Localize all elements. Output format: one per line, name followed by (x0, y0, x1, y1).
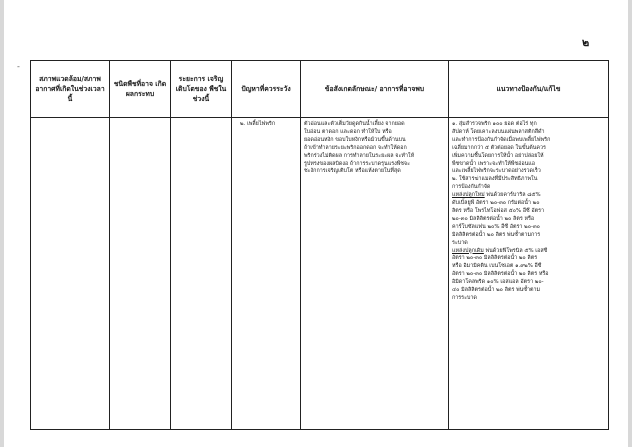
prevention-line: เฉลี่ยมากกว่า ๕ ตัวต่อยอด ในขั้นต้นควร (452, 144, 546, 151)
prevention-line: การป้องกันกำจัด (452, 184, 491, 191)
symptom-line: พริกร่วงไม่ติดผล การทำลายในระยะผล จะทำให้ (304, 152, 415, 159)
header-prevention: แนวทางป้องกัน/แก้ไข (449, 61, 609, 118)
cell-prevention (449, 118, 609, 430)
new-area-first-line: พ่นด้วยคาร์บาริล ๘๕% (484, 192, 541, 199)
prevention-line: หรือ อิมามิคติน เบนโซเอต ๑.๙๒% อีซี (452, 263, 542, 270)
prevention-line: พืชขาดน้ำ เพราะจะทำให้พืชอ่อนแอ (452, 160, 535, 167)
header-environment: สภาพแวดล้อม/สภาพ อากาศที่เกิดในช่วงเวลานี้ (31, 61, 110, 118)
symptom-line: ยอดอ่อนหงิก ขอบใบหงิกหรือม้วนขึ้นด้านบน (304, 136, 406, 143)
prevention-line: สัปดาห์ โดยเคาะลงบนแผ่นพลาสติกสีดำ (452, 128, 545, 135)
header-crop: ชนิดพืชที่อาจ เกิดผลกระทบ (110, 61, 171, 118)
symptom-line: รูปทรงของผลบิดงอ ถ้าการระบาดรุนแรงพืชจะ (304, 160, 410, 167)
cell-environment (31, 118, 110, 430)
scan-edge-right (628, 0, 632, 447)
prevention-line: ดับเบิ้ลยูพี อัตรา ๒๐-๓๐ กรัมต่อน้ำ ๒๐ (452, 200, 540, 207)
cell-symptoms (301, 118, 449, 430)
prevention-line: ๑. สุ่มสำรวจพริก ๑๐๐ ยอด ต่อไร่ ทุก (452, 121, 537, 127)
page-number: ๒ (582, 36, 590, 49)
corner-mark: - (17, 62, 20, 71)
pest-table (30, 60, 609, 430)
table-row (31, 118, 609, 430)
prevention-line: อัตรา ๒๐-๓๐ มิลลิลิตรต่อน้ำ ๒๐ ลิตร หรือ (452, 271, 549, 278)
prevention-line: ระบาด (452, 239, 468, 246)
prevention-line: ลิตร หรือ โพรไทโอฟอส ๕๐% อีซี อัตรา (452, 207, 545, 214)
prevention-line: ๔๐ มิลลิลิตรต่อน้ำ ๒๐ ลิตร พ่นซ้ำตาม (452, 287, 541, 294)
cell-crop (110, 118, 171, 430)
header-symptoms: ข้อสังเกตลักษณะ/ อาการที่อาจพบ (301, 61, 449, 118)
prevention-line: การระบาด (452, 294, 477, 301)
prevention-line: ๒. ใช้สารฆ่าแมลงที่มีประสิทธิภาพใน (452, 176, 538, 183)
cell-growth-stage (171, 118, 232, 430)
old-area-first-line: พ่นด้วยฟิโพรนิล ๕% เอสซี (483, 247, 548, 254)
problem-text: ๒. เพลี้ยไฟพริก (240, 121, 276, 127)
symptom-line: ถ้าเข้าทำลายระยะพริกออกดอก จะทำให้ดอก (304, 144, 407, 151)
prevention-line: และทำการป้องกันกำจัดเมื่อพบเพลี้ยไฟพริก (452, 136, 551, 143)
scan-edge-left (0, 0, 4, 447)
prevention-line: มิลลิลิตรต่อน้ำ ๒๐ ลิตร พ่นซ้ำตามการ (452, 231, 541, 238)
old-area-label: แหล่งปลูกเดิม (452, 247, 484, 254)
cell-problem (232, 118, 301, 430)
prevention-line: ๒๐-๓๐ มิลลิลิตรต่อน้ำ ๒๐ ลิตร หรือ (452, 215, 535, 222)
prevention-line: คาร์โบซัลแฟน ๒๐% อีซี อัตรา ๒๐-๓๐ (452, 223, 540, 230)
header-problem: ปัญหาที่ควรระวัง (232, 61, 301, 118)
prevention-line: และเพลี้ยไฟพริกจะระบาดอย่างรวดเร็ว (452, 168, 541, 175)
prevention-line: อัตรา ๒๐-๓๐ มิลลิลิตรต่อน้ำ ๒๐ ลิตร (452, 255, 538, 262)
symptom-line: ตัวอ่อนและตัวเต็มวัยดูดกินน้ำเลี้ยง จากยอด (304, 121, 405, 127)
prevention-line (452, 192, 605, 200)
new-area-label: แหล่งปลูกใหม่ (452, 192, 485, 199)
symptom-line: ใบอ่อน ตาดอก และดอก ทำให้ใบ หรือ (304, 128, 392, 135)
prevention-line: อิมิดาโคลพริด ๑๐% เอสแอล อัตรา ๒๐- (452, 279, 544, 286)
prevention-line: เพิ่มความชื้นโดยการให้น้ำ อย่าปล่อยให้ (452, 152, 544, 159)
header-row (31, 61, 609, 118)
header-growth-stage: ระยะการ เจริญเติบโตของ พืชในช่วงนี้ (171, 61, 232, 118)
symptom-line: ชะงักการเจริญเติบโต หรือแห้งตายในที่สุด (304, 168, 401, 175)
